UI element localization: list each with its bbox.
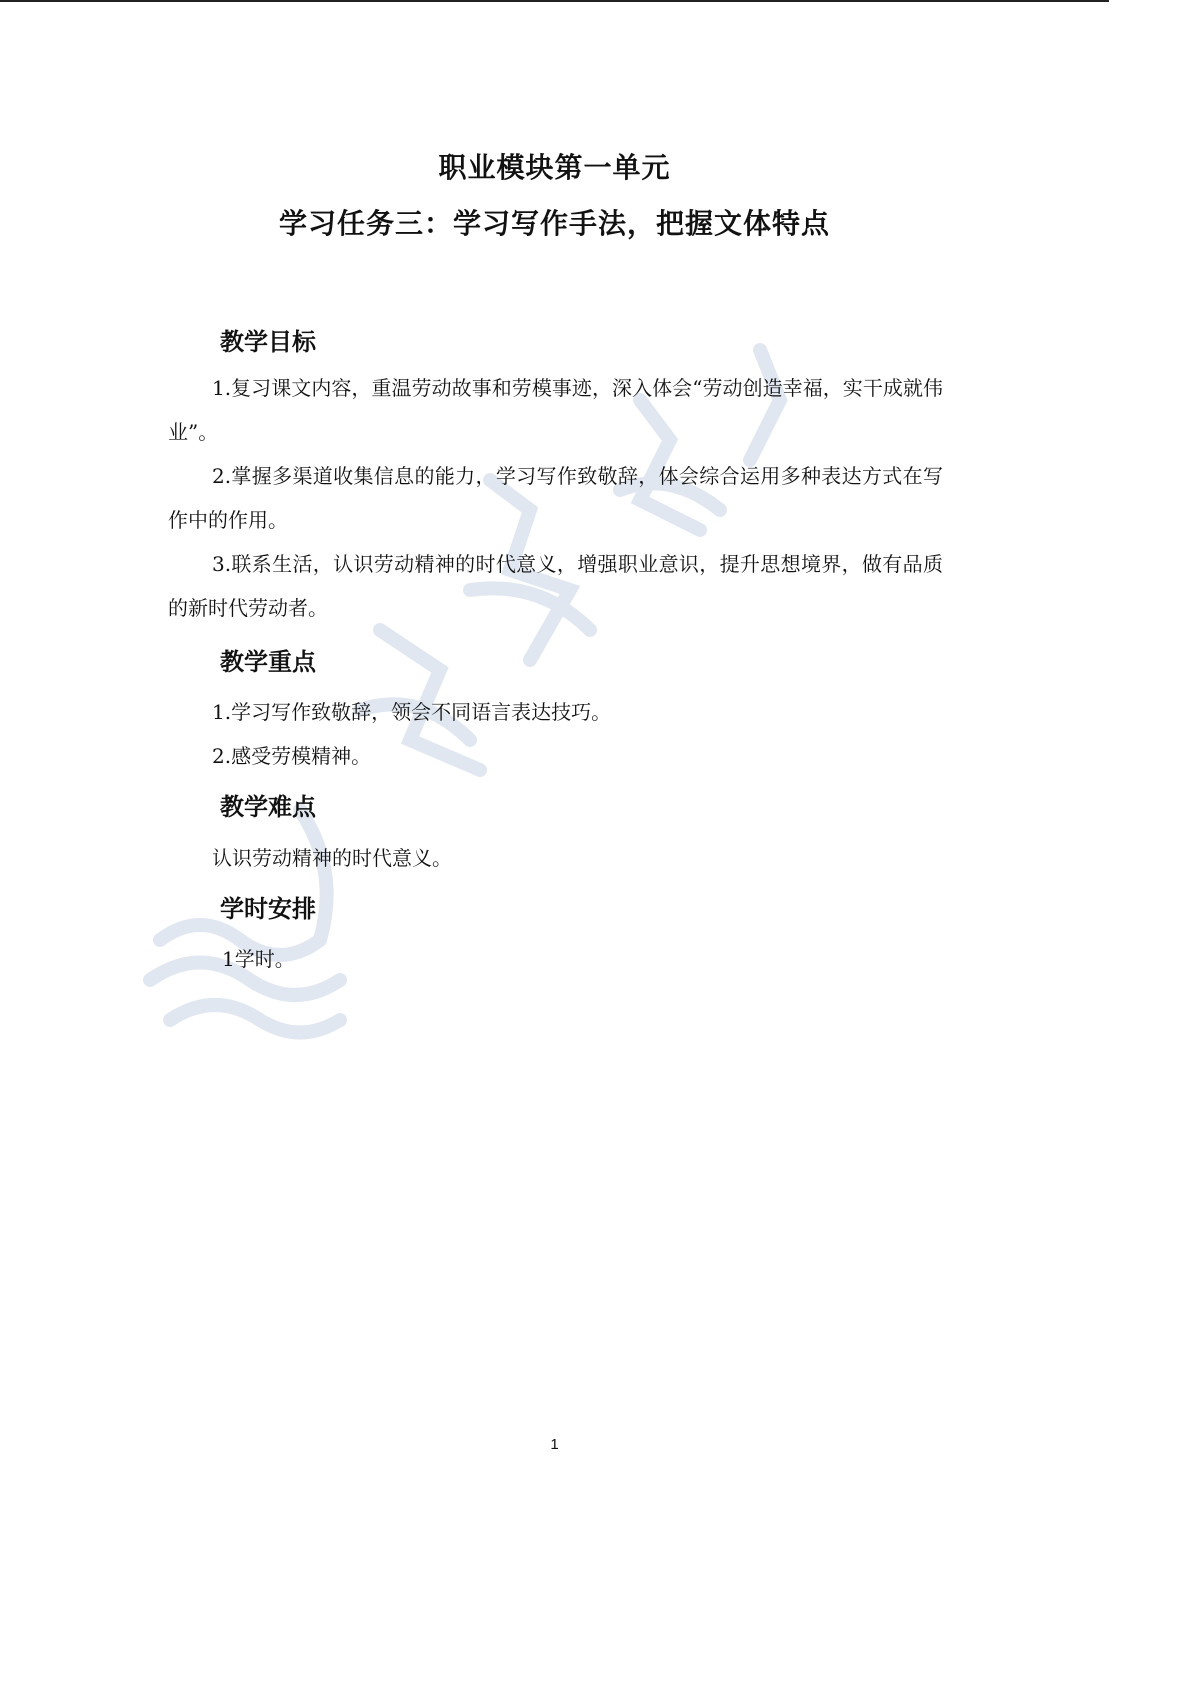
section-heading-key-points: 教学重点	[220, 648, 316, 676]
objective-item-3: 3.联系生活，认识劳动精神的时代意义，增强职业意识，提升思想境界，做有品质的新时代劳动者。	[168, 552, 943, 620]
key-point-item-1: 1.学习写作致敬辞，领会不同语言表达技巧。	[212, 700, 612, 724]
section-heading-schedule: 学时安排	[220, 895, 316, 923]
key-point-item-2: 2.感受劳模精神。	[212, 744, 372, 768]
section-heading-objectives: 教学目标	[220, 328, 316, 356]
task-title: 学习任务三：学习写作手法，把握文体特点	[278, 207, 830, 240]
section-heading-difficulties: 教学难点	[220, 793, 316, 821]
difficulty-item-1: 认识劳动精神的时代意义。	[212, 846, 452, 870]
objective-item-2: 2.掌握多渠道收集信息的能力，学习写作致敬辞，体会综合运用多种表达方式在写作中的作用。	[168, 464, 943, 532]
objective-item-1: 1.复习课文内容，重温劳动故事和劳模事迹，深入体会“劳动创造幸福，实干成就伟业”。	[168, 376, 943, 444]
schedule-item-1: 1学时。	[222, 947, 295, 971]
top-rule	[0, 0, 1109, 2]
page-number: 1	[550, 1436, 559, 1453]
unit-title: 职业模块第一单元	[438, 151, 671, 184]
